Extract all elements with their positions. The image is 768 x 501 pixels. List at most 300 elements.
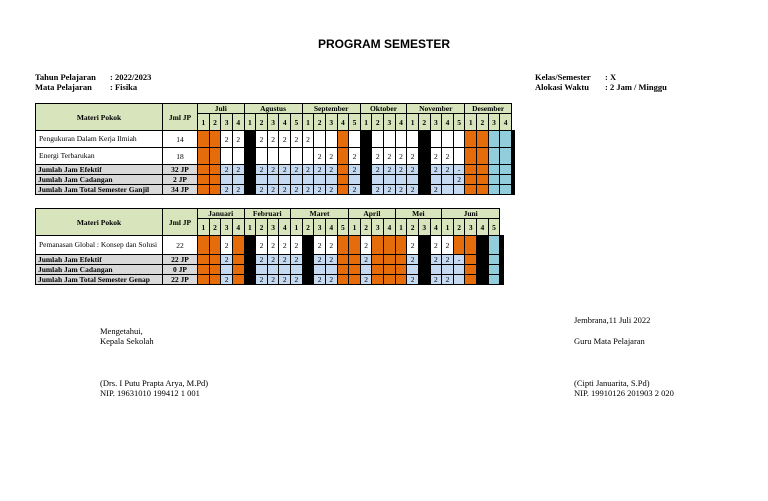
jp-value: 22 JP xyxy=(163,275,198,285)
week-cell: 2 xyxy=(372,165,384,175)
week-number: 4 xyxy=(430,219,442,236)
week-cell xyxy=(442,175,454,185)
week-cell xyxy=(384,255,396,265)
week-cell xyxy=(267,175,279,185)
week-cell xyxy=(302,148,314,165)
week-cell: 2 xyxy=(232,131,244,148)
week-cell xyxy=(465,255,477,265)
info-right xyxy=(535,72,667,92)
week-number: 4 xyxy=(337,114,349,131)
week-cell xyxy=(198,275,210,285)
week-cell xyxy=(244,165,256,175)
week-cell xyxy=(488,165,500,175)
week-cell: 2 xyxy=(256,131,268,148)
month-header: April xyxy=(349,209,396,219)
week-cell: - xyxy=(453,165,465,175)
week-cell xyxy=(503,265,504,275)
week-number: 2 xyxy=(372,114,384,131)
header-materi: Materi Pokok xyxy=(36,209,163,236)
week-cell xyxy=(372,255,384,265)
week-cell xyxy=(465,185,477,195)
week-number: 1 xyxy=(198,219,210,236)
week-cell: 2 xyxy=(221,131,233,148)
week-cell xyxy=(325,265,337,275)
month-header: Februari xyxy=(244,209,291,219)
teacher-role: Guru Mata Pelajaran xyxy=(574,336,645,346)
week-cell xyxy=(314,265,326,275)
week-number: 2 xyxy=(418,114,430,131)
week-cell xyxy=(244,265,256,275)
summary-label: Jumlah Jam Cadangan xyxy=(36,265,163,275)
semester-ganjil-table xyxy=(35,103,515,195)
week-cell: 2 xyxy=(407,165,419,175)
week-number: 4 xyxy=(279,219,291,236)
week-cell xyxy=(221,265,233,275)
materi-label: Pengukuran Dalam Kerja Ilmiah xyxy=(36,131,163,148)
week-cell xyxy=(442,131,454,148)
week-cell xyxy=(325,175,337,185)
week-cell xyxy=(465,175,477,185)
week-cell xyxy=(372,175,384,185)
week-cell: 2 xyxy=(360,255,372,265)
week-number: 2 xyxy=(314,114,326,131)
week-cell: 2 xyxy=(442,255,454,265)
week-cell xyxy=(337,265,349,275)
week-cell xyxy=(488,236,500,255)
jp-value: 2 JP xyxy=(163,175,198,185)
week-cell xyxy=(477,255,489,265)
week-number: 4 xyxy=(442,114,454,131)
table-row xyxy=(36,236,504,255)
week-cell xyxy=(232,236,244,255)
week-cell xyxy=(453,275,465,285)
week-cell xyxy=(477,175,489,185)
week-cell: 2 xyxy=(407,148,419,165)
week-number: 4 xyxy=(279,114,291,131)
week-cell: 2 xyxy=(395,148,407,165)
week-cell xyxy=(349,131,361,148)
week-cell xyxy=(442,265,454,275)
week-number: 3 xyxy=(267,219,279,236)
week-cell: 2 xyxy=(349,165,361,175)
week-cell: 2 xyxy=(372,185,384,195)
week-number: 5 xyxy=(488,219,500,236)
week-cell xyxy=(418,175,430,185)
week-cell: 2 xyxy=(360,275,372,285)
week-cell xyxy=(488,175,500,185)
week-cell xyxy=(418,148,430,165)
week-cell xyxy=(384,265,396,275)
week-cell: 2 xyxy=(302,185,314,195)
week-number: 4 xyxy=(384,219,396,236)
week-cell: 2 xyxy=(314,165,326,175)
week-cell xyxy=(198,265,210,275)
week-number: 3 xyxy=(384,114,396,131)
week-cell xyxy=(372,275,384,285)
jp-value: 0 JP xyxy=(163,265,198,275)
week-number: 3 xyxy=(267,114,279,131)
week-cell xyxy=(337,255,349,265)
week-cell: 2 xyxy=(430,255,442,265)
week-cell: 2 xyxy=(430,275,442,285)
table-row xyxy=(36,255,504,265)
week-number: 2 xyxy=(209,219,221,236)
week-cell: 2 xyxy=(279,275,291,285)
week-number: 4 xyxy=(477,219,489,236)
week-cell: 2 xyxy=(453,175,465,185)
header-materi: Materi Pokok xyxy=(36,104,163,131)
week-cell xyxy=(442,185,454,195)
week-cell: 2 xyxy=(430,165,442,175)
week-cell xyxy=(209,131,221,148)
week-number: 1 xyxy=(198,114,210,131)
week-cell xyxy=(349,275,361,285)
principal-role: Kepala Sekolah xyxy=(100,336,154,346)
week-number: 1 xyxy=(291,219,303,236)
week-cell: 2 xyxy=(221,255,233,265)
week-cell xyxy=(488,265,500,275)
week-cell xyxy=(256,175,268,185)
week-cell xyxy=(325,131,337,148)
week-cell xyxy=(453,265,465,275)
week-cell xyxy=(209,265,221,275)
week-cell xyxy=(360,148,372,165)
table-row xyxy=(36,131,515,148)
week-number: 1 xyxy=(395,219,407,236)
week-cell xyxy=(337,175,349,185)
week-cell xyxy=(418,275,430,285)
week-number: 1 xyxy=(360,114,372,131)
week-number: 2 xyxy=(407,219,419,236)
week-cell: 2 xyxy=(325,255,337,265)
week-cell xyxy=(453,131,465,148)
week-cell xyxy=(488,275,500,285)
week-cell xyxy=(314,131,326,148)
summary-label: Jumlah Jam Total Semester Ganjil xyxy=(36,185,163,195)
month-header: Oktober xyxy=(360,104,407,114)
week-cell: 2 xyxy=(221,185,233,195)
header-jml-jp: Jml JP xyxy=(163,104,198,131)
week-cell: 2 xyxy=(256,165,268,175)
semester-genap-table xyxy=(35,208,504,285)
alokasi-value: : 2 Jam / Minggu xyxy=(605,82,667,92)
week-cell: 2 xyxy=(384,165,396,175)
week-number: 5 xyxy=(453,114,465,131)
week-cell xyxy=(198,185,210,195)
week-cell xyxy=(209,255,221,265)
principal-name: (Drs. I Putu Prapta Arya, M.Pd) xyxy=(100,378,209,388)
week-cell xyxy=(430,131,442,148)
week-cell xyxy=(500,185,512,195)
week-number: 5 xyxy=(349,114,361,131)
jp-value: 18 xyxy=(163,148,198,165)
week-cell: 2 xyxy=(442,236,454,255)
week-cell xyxy=(503,255,504,265)
table-row xyxy=(36,148,515,165)
week-cell xyxy=(384,275,396,285)
week-cell xyxy=(488,185,500,195)
week-cell xyxy=(244,148,256,165)
week-cell xyxy=(198,165,210,175)
week-cell: 2 xyxy=(407,185,419,195)
week-cell: 2 xyxy=(442,275,454,285)
week-number: 3 xyxy=(418,219,430,236)
week-cell xyxy=(279,265,291,275)
week-number: 3 xyxy=(372,219,384,236)
month-header: Maret xyxy=(291,209,349,219)
week-cell xyxy=(407,265,419,275)
week-number: 2 xyxy=(256,219,268,236)
week-cell: 2 xyxy=(407,236,419,255)
week-cell xyxy=(384,175,396,185)
week-cell xyxy=(232,148,244,165)
week-cell xyxy=(477,236,489,255)
week-cell: 2 xyxy=(314,185,326,195)
week-number: 1 xyxy=(349,219,361,236)
week-cell xyxy=(395,236,407,255)
week-cell: 2 xyxy=(256,255,268,265)
jp-value: 14 xyxy=(163,131,198,148)
week-cell xyxy=(198,175,210,185)
week-cell xyxy=(430,265,442,275)
week-cell xyxy=(209,275,221,285)
week-cell xyxy=(337,275,349,285)
week-cell: 2 xyxy=(349,148,361,165)
week-cell: 2 xyxy=(256,185,268,195)
week-cell xyxy=(418,185,430,195)
kelas-label: Kelas/Semester xyxy=(535,72,591,82)
week-number: 3 xyxy=(488,114,500,131)
month-header: Januari xyxy=(198,209,245,219)
week-cell xyxy=(477,165,489,175)
week-cell xyxy=(418,236,430,255)
materi-label: Energi Terbarukan xyxy=(36,148,163,165)
month-header: September xyxy=(302,104,360,114)
month-header: Agustus xyxy=(244,104,302,114)
week-cell xyxy=(477,185,489,195)
week-cell: 2 xyxy=(232,165,244,175)
week-cell xyxy=(395,131,407,148)
page-title: PROGRAM SEMESTER xyxy=(317,37,450,51)
week-cell: 2 xyxy=(267,185,279,195)
month-header: Juni xyxy=(442,209,500,219)
week-cell: 2 xyxy=(221,236,233,255)
week-cell xyxy=(360,131,372,148)
jp-value: 32 JP xyxy=(163,165,198,175)
week-cell: 2 xyxy=(349,185,361,195)
week-cell xyxy=(209,185,221,195)
week-cell xyxy=(513,131,514,148)
week-cell: 2 xyxy=(291,275,303,285)
week-cell xyxy=(500,148,512,165)
week-cell xyxy=(513,165,514,175)
week-number: 1 xyxy=(407,114,419,131)
week-cell: 2 xyxy=(267,236,279,255)
week-cell xyxy=(395,255,407,265)
week-cell xyxy=(256,148,268,165)
week-cell xyxy=(360,175,372,185)
mapel-label: Mata Pelajaran xyxy=(35,82,92,92)
week-cell xyxy=(267,148,279,165)
week-cell xyxy=(384,236,396,255)
week-cell: 2 xyxy=(232,185,244,195)
week-number: 3 xyxy=(221,114,233,131)
week-number: 1 xyxy=(465,114,477,131)
week-cell xyxy=(244,275,256,285)
week-cell xyxy=(314,175,326,185)
week-cell: 2 xyxy=(325,165,337,175)
week-cell: 2 xyxy=(314,148,326,165)
week-cell xyxy=(349,175,361,185)
week-cell xyxy=(302,175,314,185)
week-cell xyxy=(453,185,465,195)
week-cell xyxy=(302,265,314,275)
week-cell xyxy=(209,148,221,165)
week-cell: 2 xyxy=(384,148,396,165)
week-cell: 2 xyxy=(267,255,279,265)
week-number: 4 xyxy=(325,219,337,236)
week-cell: 2 xyxy=(325,275,337,285)
week-cell: 2 xyxy=(407,275,419,285)
week-cell xyxy=(418,265,430,275)
kelas-value: : X xyxy=(605,72,617,82)
alokasi-label: Alokasi Waktu xyxy=(535,82,589,92)
week-cell: 2 xyxy=(279,236,291,255)
week-cell xyxy=(488,148,500,165)
week-number: 2 xyxy=(256,114,268,131)
week-cell xyxy=(198,131,210,148)
info-left xyxy=(35,72,151,92)
week-cell: 2 xyxy=(314,236,326,255)
week-cell: 2 xyxy=(279,165,291,175)
week-cell xyxy=(418,165,430,175)
week-number: 4 xyxy=(500,114,512,131)
week-cell: 2 xyxy=(291,131,303,148)
week-cell xyxy=(337,131,349,148)
week-cell: - xyxy=(453,255,465,265)
week-cell xyxy=(256,265,268,275)
week-cell xyxy=(503,236,504,255)
week-cell xyxy=(244,185,256,195)
week-cell xyxy=(232,275,244,285)
week-cell xyxy=(477,265,489,275)
week-number: 3 xyxy=(430,114,442,131)
table-row xyxy=(36,185,515,195)
week-cell: 2 xyxy=(384,185,396,195)
week-cell xyxy=(465,236,477,255)
week-number: 4 xyxy=(232,114,244,131)
week-cell: 2 xyxy=(442,148,454,165)
week-cell: 2 xyxy=(256,275,268,285)
week-number: 5 xyxy=(291,114,303,131)
week-number: 1 xyxy=(244,219,256,236)
week-cell xyxy=(291,175,303,185)
week-cell xyxy=(430,175,442,185)
week-cell: 2 xyxy=(325,148,337,165)
week-cell xyxy=(244,236,256,255)
week-cell xyxy=(302,275,314,285)
week-cell xyxy=(372,236,384,255)
week-cell xyxy=(488,255,500,265)
week-cell: 2 xyxy=(360,236,372,255)
table-row xyxy=(36,165,515,175)
table-row xyxy=(36,175,515,185)
week-cell xyxy=(244,255,256,265)
week-cell: 2 xyxy=(279,131,291,148)
week-cell xyxy=(360,265,372,275)
week-number: 2 xyxy=(360,219,372,236)
week-cell xyxy=(500,165,512,175)
materi-label: Pemanasan Global : Konsep dan Solusi xyxy=(36,236,163,255)
week-cell: 2 xyxy=(267,131,279,148)
week-cell xyxy=(198,236,210,255)
tahun-value: : 2022/2023 xyxy=(110,72,152,82)
summary-label: Jumlah Jam Cadangan xyxy=(36,175,163,185)
week-cell: 2 xyxy=(430,148,442,165)
week-cell xyxy=(395,275,407,285)
week-cell xyxy=(465,275,477,285)
week-cell xyxy=(503,275,504,285)
week-cell xyxy=(198,255,210,265)
week-cell: 2 xyxy=(302,165,314,175)
week-number: 2 xyxy=(302,219,314,236)
week-number: 1 xyxy=(302,114,314,131)
week-number: 4 xyxy=(395,114,407,131)
week-number: 1 xyxy=(244,114,256,131)
week-cell xyxy=(372,131,384,148)
week-cell xyxy=(349,255,361,265)
week-number: 2 xyxy=(209,114,221,131)
header-jml-jp: Jml JP xyxy=(163,209,198,236)
jp-value: 22 JP xyxy=(163,255,198,265)
month-header: Desember xyxy=(465,104,512,114)
week-number: 5 xyxy=(337,219,349,236)
week-cell: 2 xyxy=(256,236,268,255)
month-header: Juli xyxy=(198,104,245,114)
week-cell xyxy=(209,236,221,255)
week-cell xyxy=(279,175,291,185)
week-cell xyxy=(477,148,489,165)
table-row xyxy=(36,265,504,275)
week-cell xyxy=(513,175,514,185)
week-cell: 2 xyxy=(279,185,291,195)
week-cell xyxy=(477,131,489,148)
week-cell xyxy=(407,175,419,185)
week-number: 4 xyxy=(232,219,244,236)
week-cell: 2 xyxy=(279,255,291,265)
week-cell xyxy=(465,148,477,165)
jp-value: 34 JP xyxy=(163,185,198,195)
week-cell xyxy=(453,148,465,165)
week-cell: 2 xyxy=(267,275,279,285)
week-cell: 2 xyxy=(291,236,303,255)
mapel-value: : Fisika xyxy=(110,82,138,92)
week-cell: 2 xyxy=(221,165,233,175)
week-cell: 2 xyxy=(325,236,337,255)
week-number: 2 xyxy=(453,219,465,236)
week-cell xyxy=(244,131,256,148)
week-cell xyxy=(209,175,221,185)
week-cell: 2 xyxy=(314,275,326,285)
week-cell xyxy=(349,265,361,275)
week-cell xyxy=(465,265,477,275)
place-date: Jembrana,11 Juli 2022 xyxy=(574,315,651,325)
week-cell: 2 xyxy=(407,255,419,265)
week-cell xyxy=(453,236,465,255)
week-cell xyxy=(500,175,512,185)
week-number: 3 xyxy=(325,114,337,131)
week-cell xyxy=(279,148,291,165)
